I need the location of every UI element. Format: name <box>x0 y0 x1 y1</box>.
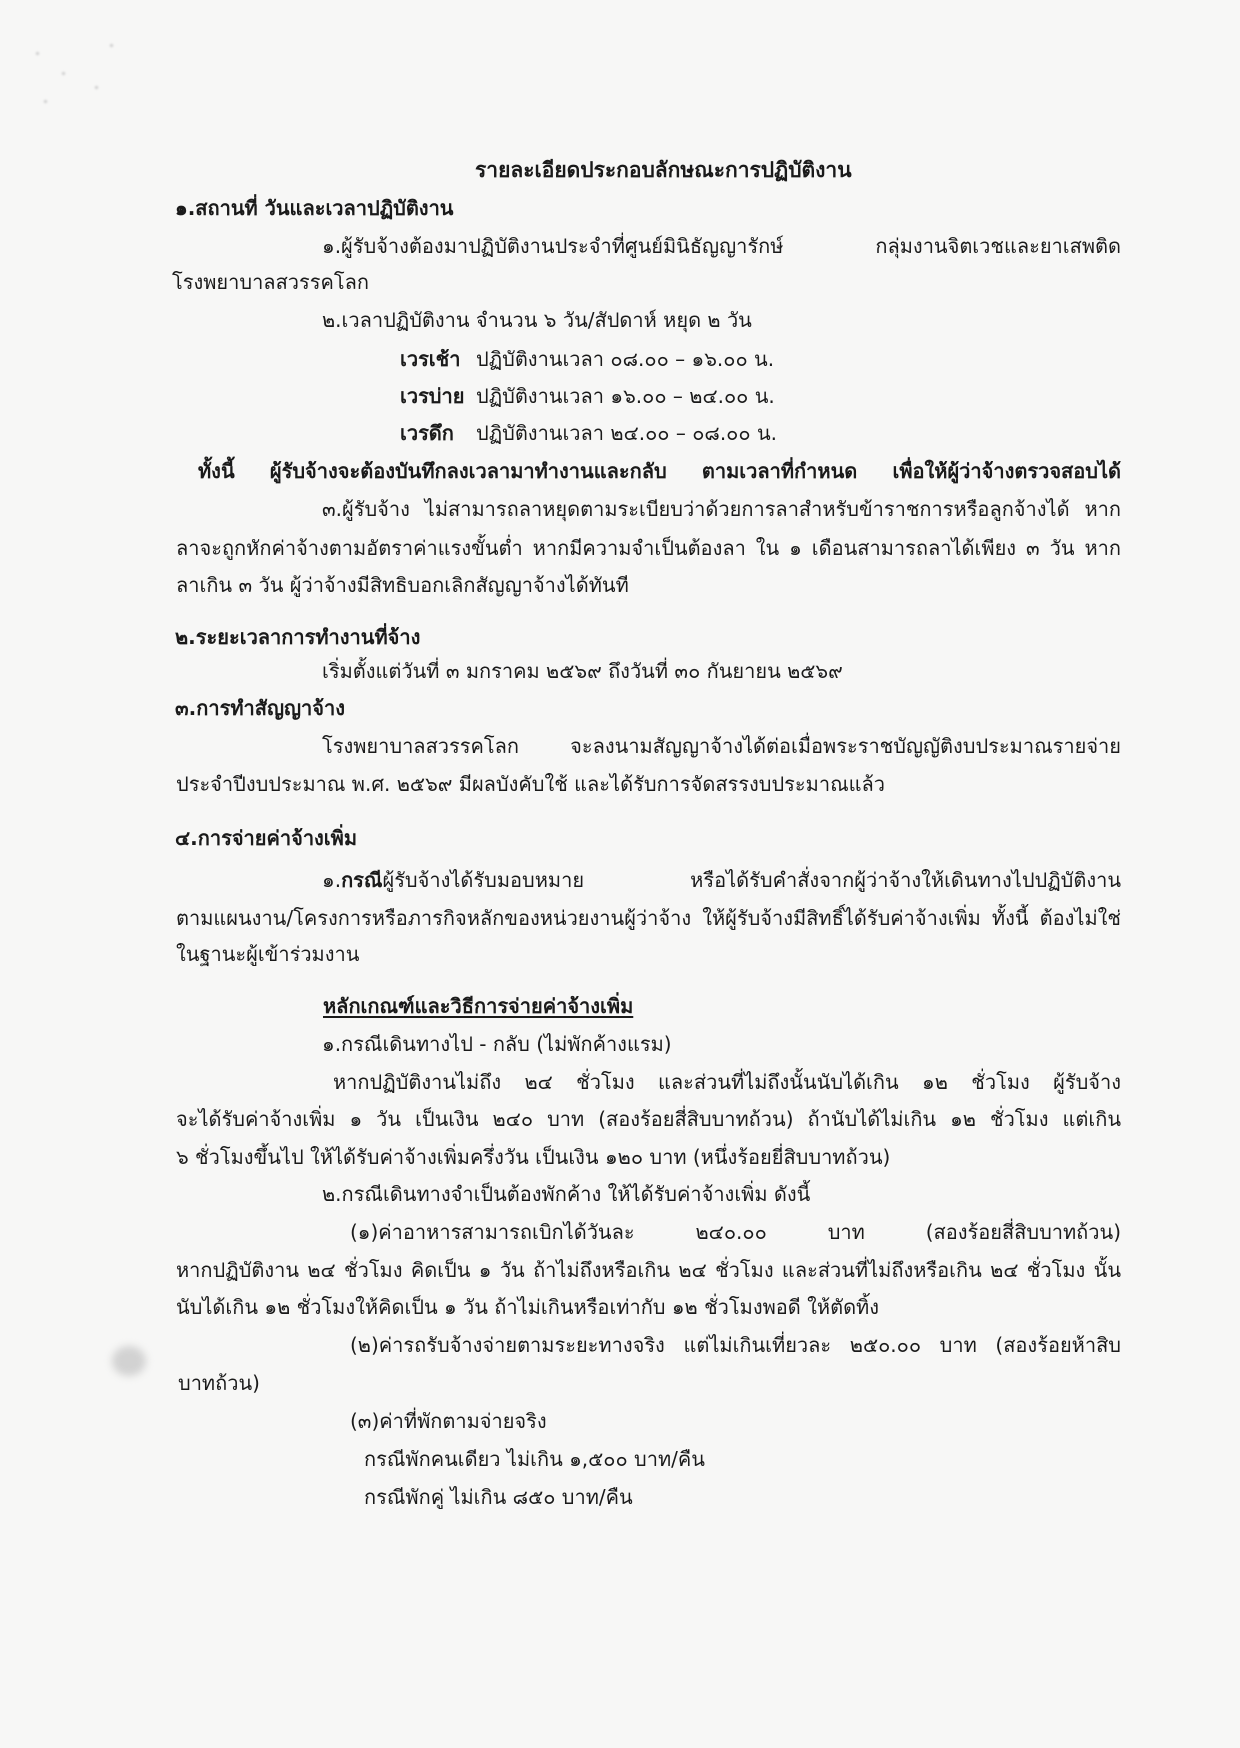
case-1-line-3: ๖ ชั่วโมงขึ้นไป ให้ได้รับค่าจ้างเพิ่มครึ่งวัน เป็นเงิน ๑๒๐ บาท (หนึ่งร้อยยี่สิบบาทถ้วน) <box>176 1145 891 1169</box>
section-2-heading: ๒.ระยะเวลาการทำงานที่จ้าง <box>175 625 421 649</box>
shift-night-time: ปฏิบัติงานเวลา ๒๔.๐๐ – ๐๘.๐๐ น. <box>476 421 777 445</box>
section-1-item-3-line-2: ลาจะถูกหักค่าจ้างตามอัตราค่าแรงขั้นต่ำ หากมีความจำเป็นต้องลา ใน ๑ เดือนสามารถลาได้เพียง ๓ วัน หาก <box>176 536 1121 560</box>
shift-morning-label: เวรเช้า <box>400 347 461 371</box>
time-record-note: ทั้งนี้ ผู้รับจ้างจะต้องบันทึกลงเวลามาทำงานและกลับ ตามเวลาที่กำหนด เพื่อให้ผู้ว่าจ้างตรวจสอบได้ <box>198 459 1121 483</box>
section-1-item-3-line-3: ลาเกิน ๓ วัน ผู้ว่าจ้างมีสิทธิบอกเลิกสัญญาจ้างได้ทันที <box>176 573 629 597</box>
section-4-item-1-prefix: ๑. <box>322 868 342 892</box>
case-1-line-2: จะได้รับค่าจ้างเพิ่ม ๑ วัน เป็นเงิน ๒๔๐ บาท (สองร้อยสี่สิบบาทถ้วน) ถ้านับได้ไม่เกิน ๑๒ ชั่วโมง แต่เกิน <box>176 1107 1121 1131</box>
section-3-line-2: ประจำปีงบประมาณ พ.ศ. ๒๕๖๙ มีผลบังคับใช้ และได้รับการจัดสรรงบประมาณแล้ว <box>176 772 885 796</box>
document-title: รายละเอียดประกอบลักษณะการปฏิบัติงาน <box>475 158 852 182</box>
scan-smudge <box>44 100 47 103</box>
section-4-item-1-line-3: ในฐานะผู้เข้าร่วมงาน <box>176 942 360 966</box>
case-2-lodging-double: กรณีพักคู่ ไม่เกิน ๘๕๐ บาท/คืน <box>364 1485 633 1509</box>
scan-smudge <box>110 44 113 47</box>
section-4-item-1-line-1 <box>322 867 1121 893</box>
case-2-title: ๒.กรณีเดินทางจำเป็นต้องพักค้าง ให้ได้รับค่าจ้างเพิ่ม ดังนี้ <box>322 1182 811 1206</box>
payment-criteria-heading: หลักเกณฑ์และวิธีการจ่ายค่าจ้างเพิ่ม <box>323 994 634 1018</box>
shift-morning-time: ปฏิบัติงานเวลา ๐๘.๐๐ – ๑๖.๐๐ น. <box>476 347 775 371</box>
section-4-item-1-case-word: กรณี <box>341 868 383 892</box>
scan-smudge <box>95 86 98 89</box>
case-2-food-line-3: นับได้เกิน ๑๒ ชั่วโมงให้คิดเป็น ๑ วัน ถ้าไม่เกินหรือเท่ากับ ๑๒ ชั่วโมงพอดี ให้ตัดทิ้ง <box>176 1295 880 1319</box>
scan-smudge <box>62 72 65 75</box>
case-1-title: ๑.กรณีเดินทางไป - กลับ (ไม่พักค้างแรม) <box>322 1032 672 1056</box>
section-1-heading: ๑.สถานที่ วันและเวลาปฏิบัติงาน <box>175 196 454 220</box>
case-2-car-line-2: บาทถ้วน) <box>178 1371 260 1395</box>
case-2-food-line-2: หากปฏิบัติงาน ๒๔ ชั่วโมง คิดเป็น ๑ วัน ถ้าไม่ถึงหรือเกิน ๒๔ ชั่วโมง และส่วนที่ไม่ถึงหรือเกิน ๒๔ ชั่วโมง นั้น <box>176 1258 1121 1282</box>
section-1-item-3-line-1: ๓.ผู้รับจ้าง ไม่สามารถลาหยุดตามระเบียบว่าด้วยการลาสำหรับข้าราชการหรือลูกจ้างได้ หาก <box>322 497 1121 521</box>
section-4-heading: ๔.การจ่ายค่าจ้างเพิ่ม <box>175 826 358 850</box>
case-2-food-line-1: (๑)ค่าอาหารสามารถเบิกได้วันละ ๒๔๐.๐๐ บาท (สองร้อยสี่สิบบาทถ้วน) <box>350 1220 1121 1244</box>
section-1-item-1-line-1: ๑.ผู้รับจ้างต้องมาปฏิบัติงานประจำที่ศูนย์มินิธัญญารักษ์ กลุ่มงานจิตเวชและยาเสพติด <box>322 234 1121 258</box>
shift-afternoon-time: ปฏิบัติงานเวลา ๑๖.๐๐ – ๒๔.๐๐ น. <box>476 384 775 408</box>
case-2-lodging-single: กรณีพักคนเดียว ไม่เกิน ๑,๕๐๐ บาท/คืน <box>364 1447 705 1471</box>
scan-smudge <box>36 52 39 55</box>
section-4-item-1-line-2: ตามแผนงาน/โครงการหรือภารกิจหลักของหน่วยงานผู้ว่าจ้าง ให้ผู้รับจ้างมีสิทธิ์ได้รับค่าจ้างเพิ่ม ทั้งนี้ ต้องไม่ใช่ <box>176 906 1121 930</box>
shift-night-label: เวรดึก <box>400 421 454 445</box>
case-2-lodging-title: (๓)ค่าที่พักตามจ่ายจริง <box>350 1409 547 1433</box>
employment-period: เริ่มตั้งแต่วันที่ ๓ มกราคม ๒๕๖๙ ถึงวันที่ ๓๐ กันยายน ๒๕๖๙ <box>322 659 843 683</box>
section-3-heading: ๓.การทำสัญญาจ้าง <box>175 696 345 720</box>
scan-smudge <box>112 1346 146 1376</box>
case-2-car-line-1: (๒)ค่ารถรับจ้างจ่ายตามระยะทางจริง แต่ไม่เกินเที่ยวละ ๒๕๐.๐๐ บาท (สองร้อยห้าสิบ <box>350 1333 1121 1357</box>
section-1-item-2: ๒.เวลาปฏิบัติงาน จำนวน ๖ วัน/สัปดาห์ หยุด ๒ วัน <box>322 308 752 332</box>
section-1-item-1-line-2: โรงพยาบาลสวรรคโลก <box>172 270 369 294</box>
shift-afternoon-label: เวรบ่าย <box>400 384 465 408</box>
section-4-item-1-text: ผู้รับจ้างได้รับมอบหมาย หรือได้รับคำสั่งจากผู้ว่าจ้างให้เดินทางไปปฏิบัติงาน <box>382 868 1121 892</box>
section-3-line-1: โรงพยาบาลสวรรคโลก จะลงนามสัญญาจ้างได้ต่อเมื่อพระราชบัญญัติงบประมาณรายจ่าย <box>322 734 1121 758</box>
case-1-line-1: หากปฏิบัติงานไม่ถึง ๒๔ ชั่วโมง และส่วนที่ไม่ถึงนั้นนับได้เกิน ๑๒ ชั่วโมง ผู้รับจ้าง <box>333 1070 1121 1094</box>
